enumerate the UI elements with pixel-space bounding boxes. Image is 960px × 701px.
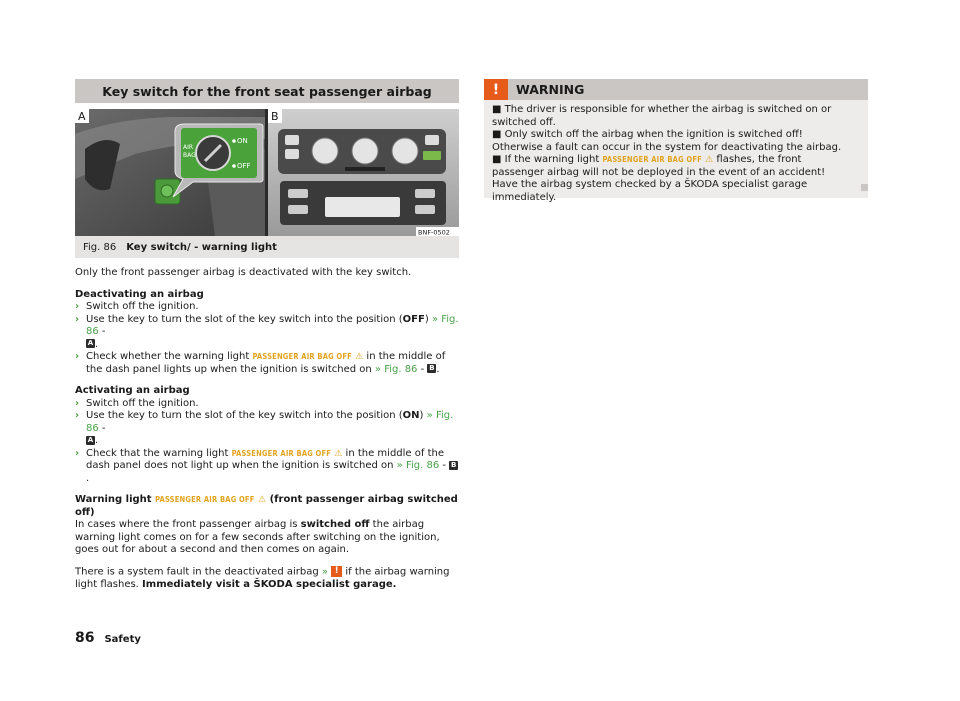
airbag-off-icon: ⚠ bbox=[258, 495, 267, 505]
chevron-icon: › bbox=[75, 447, 80, 459]
passenger-airbag-off-lamp: PASSENGER AIR BAG OFF bbox=[231, 448, 332, 458]
passenger-airbag-off-lamp: PASSENGER AIR BAG OFF bbox=[155, 495, 255, 504]
activating-heading: Activating an airbag bbox=[75, 385, 190, 396]
step: › Switch off the ignition. bbox=[75, 397, 199, 409]
warning-item: ■ The driver is responsible for whether the airbag is switched on or switched off. bbox=[492, 104, 832, 128]
deactivating-heading: Deactivating an airbag bbox=[75, 288, 204, 300]
switch-on-label: ON bbox=[237, 137, 248, 145]
page-footer bbox=[75, 630, 141, 646]
airbag-off-icon: ⚠ bbox=[705, 155, 714, 165]
panel-b-label: B bbox=[271, 110, 279, 123]
figure-illustration bbox=[75, 109, 459, 236]
figure-86 bbox=[75, 109, 459, 236]
warning-ref-icon[interactable]: ! bbox=[331, 566, 342, 577]
step: › Check whether the warning light PASSENGER AIR BAG OFF ⚠ in the middle of the dash panel lights up when the ignition is switched on » Fig. 86 - B . bbox=[75, 351, 446, 375]
bullet-icon: ■ bbox=[492, 154, 502, 165]
chevron-icon: › bbox=[75, 313, 80, 325]
warning-header bbox=[484, 79, 868, 100]
figure-letter-b-icon: B bbox=[429, 364, 435, 372]
chevron-icon: › bbox=[75, 397, 80, 409]
figure-link[interactable]: » Fig. 86 bbox=[396, 460, 440, 471]
step: › Use the key to turn the slot of the key switch into the position (ON) » Fig. 86 - A . bbox=[75, 410, 454, 446]
warning-light-heading: Warning light PASSENGER AIR BAG OFF ⚠ (front passenger airbag switched off) bbox=[75, 494, 458, 518]
figure-letter-a-icon: A bbox=[87, 339, 94, 347]
step: › Check that the warning light PASSENGER AIR BAG OFF ⚠ in the middle of the dash panel does not light up when the ignition is switched on » Fig. 86 - B. bbox=[75, 447, 457, 484]
fault-paragraph: There is a system fault in the deactivated airbag » ! if the airbag warning light flashes. Immediately visit a ŠKODA specialist garage. bbox=[75, 565, 450, 590]
switch-air-label: AIR bbox=[183, 144, 194, 151]
body-text bbox=[75, 267, 459, 591]
figure-caption bbox=[75, 236, 459, 258]
bullet-icon: ■ bbox=[492, 104, 502, 115]
intro-paragraph: Only the front passenger airbag is deactivated with the key switch. bbox=[75, 267, 412, 278]
chevron-icon: › bbox=[75, 351, 80, 362]
passenger-airbag-off-lamp: PASSENGER AIR BAG OFF bbox=[252, 352, 352, 361]
footer-section: Safety bbox=[104, 634, 141, 645]
airbag-off-icon: ⚠ bbox=[334, 448, 343, 459]
figure-letter-a-icon: A bbox=[87, 435, 94, 444]
left-column bbox=[75, 79, 459, 591]
figure-link[interactable]: » Fig. 86 bbox=[86, 313, 459, 337]
page-number: 86 bbox=[75, 630, 95, 646]
warning-title: WARNING bbox=[516, 82, 585, 97]
section-heading: Key switch for the front seat passenger airbag bbox=[75, 79, 459, 103]
warning-item: ■ Only switch off the airbag when the ignition is switched off! Otherwise a fault can occur in the system for deactivating the airbag. bbox=[492, 129, 842, 153]
figure-title: Key switch/ - warning light bbox=[126, 241, 277, 253]
warning-link[interactable]: » bbox=[321, 566, 328, 577]
warning-body bbox=[484, 100, 868, 204]
warning-item: ■ If the warning light PASSENGER AIR BAG OFF ⚠ flashes, the front passenger airbag will not be deployed in the event of an accident! Have the airbag system checked by a ŠKODA specialist garage immediately. bbox=[492, 154, 826, 203]
exclamation-icon: ! bbox=[484, 79, 508, 100]
warning-box bbox=[484, 79, 868, 203]
switch-off-label: OFF bbox=[237, 162, 251, 170]
switch-bag-label: BAG bbox=[183, 152, 196, 159]
airbag-off-icon: ⚠ bbox=[355, 352, 364, 362]
chevron-icon: › bbox=[75, 410, 80, 421]
bullet-icon: ■ bbox=[492, 129, 502, 140]
warning-light-paragraph: In cases where the front passenger airbag is switched off the airbag warning light comes on for a few seconds after switching on the ignition, goes out for about a second and then comes on again. bbox=[75, 519, 440, 555]
figure-code: BNF-0502 bbox=[418, 228, 450, 236]
passenger-airbag-off-lamp: PASSENGER AIR BAG OFF bbox=[602, 155, 702, 164]
figure-letter-b-icon: B bbox=[450, 460, 457, 469]
figure-link[interactable]: » Fig. 86 bbox=[374, 363, 418, 375]
panel-a-label: A bbox=[78, 110, 86, 123]
step: › Switch off the ignition. bbox=[75, 301, 199, 312]
step: › Use the key to turn the slot of the key switch into the position (OFF) » Fig. 86 - A . bbox=[75, 313, 459, 350]
chevron-icon: › bbox=[75, 301, 80, 312]
figure-link[interactable]: » Fig. 86 bbox=[86, 410, 454, 434]
figure-number: Fig. 86 bbox=[83, 241, 117, 253]
end-of-section-marker bbox=[861, 184, 868, 191]
